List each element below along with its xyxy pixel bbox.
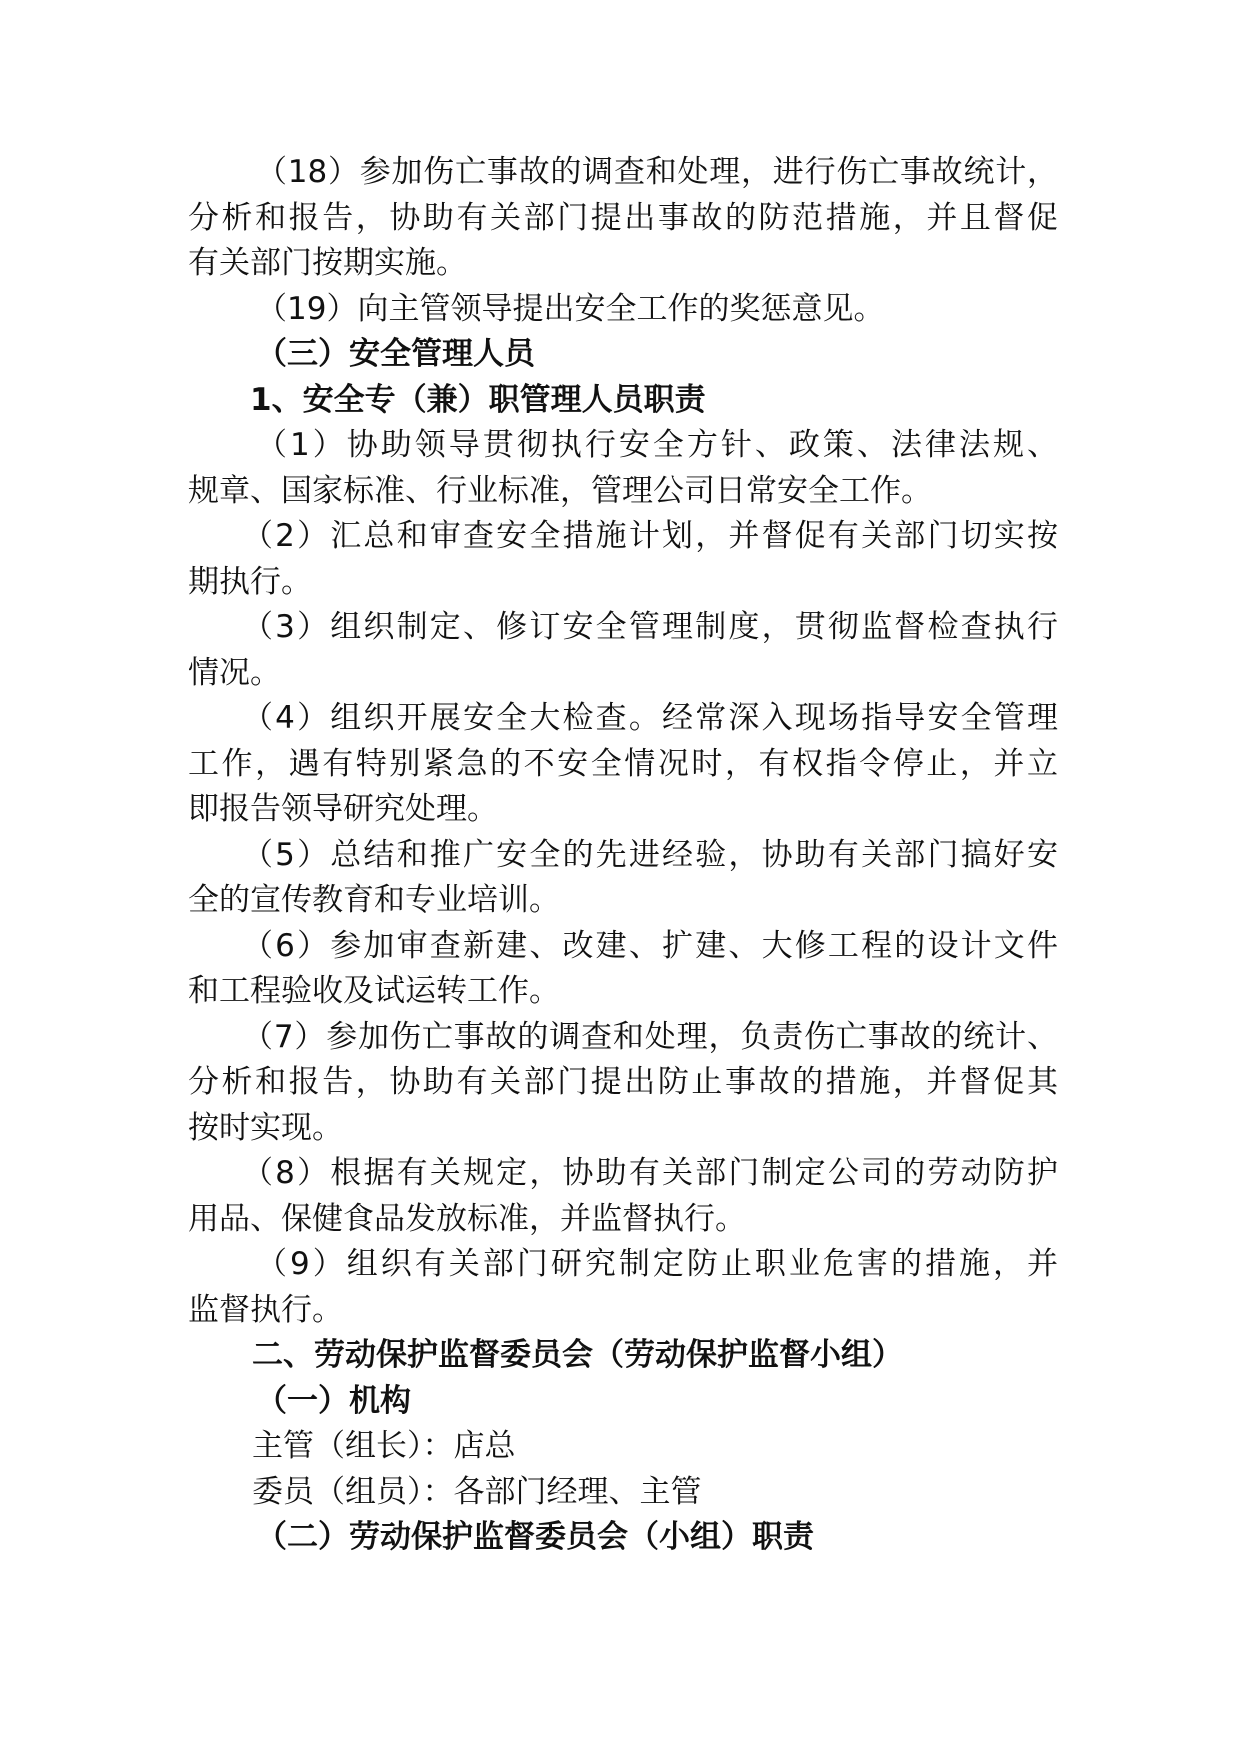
text-line: 有关部门按期实施。 bbox=[188, 245, 467, 281]
text-line: （4）组织开展安全大检查。经常深入现场指导安全管理 bbox=[242, 700, 1058, 736]
text-line: （3）组织制定、修订安全管理制度，贯彻监督检查执行 bbox=[242, 609, 1058, 645]
subsection-heading: （一）机构 bbox=[256, 1382, 411, 1419]
text-line: （6）参加审查新建、改建、扩建、大修工程的设计文件 bbox=[242, 927, 1058, 964]
text-line: 按时实现。 bbox=[188, 1109, 343, 1146]
text-line: 情况。 bbox=[188, 654, 281, 691]
text-line: 分析和报告，协助有关部门提出防止事故的措施，并督促其 bbox=[188, 1064, 1058, 1100]
section-heading: 二、劳动保护监督委员会（劳动保护监督小组） bbox=[252, 1337, 903, 1373]
subsection-heading: （二）劳动保护监督委员会（小组）职责 bbox=[256, 1519, 814, 1555]
text-line: 监督执行。 bbox=[188, 1291, 343, 1328]
text-line: （19）向主管领导提出安全工作的奖惩意见。 bbox=[256, 290, 885, 327]
text-line: 用品、保健食品发放标准，并监督执行。 bbox=[188, 1200, 746, 1237]
text-line: 和工程验收及试运转工作。 bbox=[188, 973, 560, 1009]
text-line: 全的宣传教育和专业培训。 bbox=[188, 882, 560, 918]
text-line: （5）总结和推广安全的先进经验，协助有关部门搞好安 bbox=[242, 836, 1058, 873]
text-line: （7）参加伤亡事故的调查和处理，负责伤亡事故的统计、 bbox=[242, 1018, 1058, 1055]
text-line: 期执行。 bbox=[188, 563, 312, 600]
text-line: （8）根据有关规定，协助有关部门制定公司的劳动防护 bbox=[242, 1155, 1058, 1191]
text-line: 主管（组长）：店总 bbox=[252, 1428, 516, 1464]
text-line: 工作，遇有特别紧急的不安全情况时，有权指令停止，并立 bbox=[188, 745, 1058, 782]
text-line: （2）汇总和审查安全措施计划，并督促有关部门切实按 bbox=[242, 518, 1058, 554]
subsection-heading: 1、安全专（兼）职管理人员职责 bbox=[250, 381, 706, 418]
section-heading: （三）安全管理人员 bbox=[256, 336, 535, 372]
text-line: 委员（组员）：各部门经理、主管 bbox=[252, 1473, 702, 1510]
document-page bbox=[188, 150, 1058, 1561]
text-line: （1）协助领导贯彻执行安全方针、政策、法律法规、 bbox=[256, 427, 1058, 463]
text-line: 分析和报告，协助有关部门提出事故的防范措施，并且督促 bbox=[188, 199, 1058, 236]
text-line: （18）参加伤亡事故的调查和处理，进行伤亡事故统计， bbox=[256, 154, 1058, 190]
text-line: （9）组织有关部门研究制定防止职业危害的措施，并 bbox=[256, 1246, 1058, 1282]
text-line: 规章、国家标准、行业标准，管理公司日常安全工作。 bbox=[188, 472, 932, 509]
text-line: 即报告领导研究处理。 bbox=[188, 791, 498, 827]
